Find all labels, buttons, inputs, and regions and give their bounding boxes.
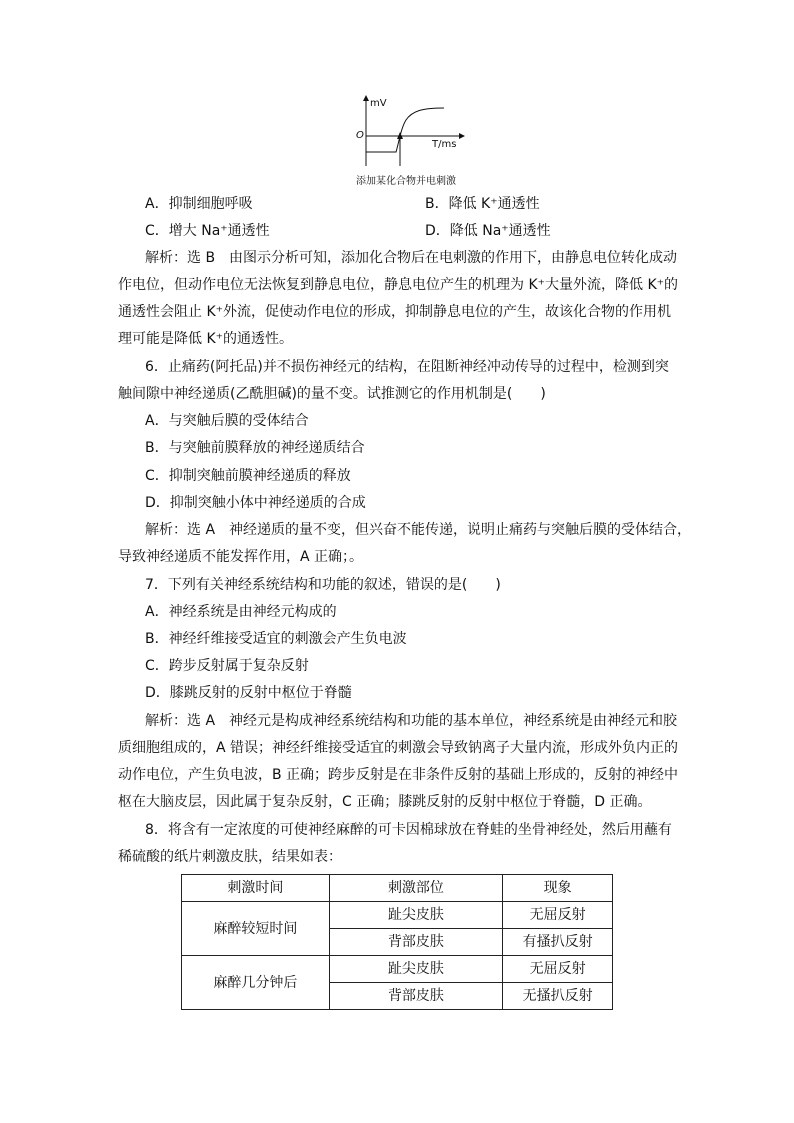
- table-header-row: [182, 875, 613, 902]
- q7-analysis-line: 枢在大脑皮层，因此属于复杂反射，C 正确；膝跳反射的反射中枢位于脊髓，D 正确。: [118, 794, 652, 810]
- table-cell-site: 背部皮肤: [329, 929, 503, 956]
- q8-stem-line: 8．将含有一定浓度的可使神经麻醉的可卡因棉球放在脊蛙的坐骨神经处，然后用蘸有: [145, 822, 672, 838]
- table-cell-site: 趾尖皮肤: [329, 902, 503, 929]
- table-cell-result: 无屈反射: [503, 956, 613, 983]
- table-cell-site: 背部皮肤: [329, 983, 503, 1010]
- q5-analysis-line: 通透性会阻止 K⁺外流，促使动作电位的形成，抑制静息电位的产生，故该化合物的作用机: [118, 304, 672, 320]
- table-header-cell: 刺激时间: [182, 875, 330, 902]
- q8-stem-line: 稀硫酸的纸片刺激皮肤，结果如表：: [118, 849, 342, 865]
- q5-option-d: D．降低 Na⁺通透性: [425, 223, 551, 239]
- table-row: [182, 902, 613, 929]
- table-cell-time: 麻醉几分钟后: [182, 956, 330, 1010]
- table-cell-result: 有搔扒反射: [503, 929, 613, 956]
- x-axis-arrow: [459, 133, 465, 139]
- q7-option-c: C．跨步反射属于复杂反射: [145, 658, 309, 674]
- q5-analysis-line: 解析：选 B 由图示分析可知，添加化合物后在电刺激的作用下，由静息电位转化成动: [145, 250, 678, 266]
- q6-analysis-line: 解析：选 A 神经递质的量不变，但兴奋不能传递，说明止痛药与突触后膜的受体结合，: [145, 522, 692, 538]
- q6-stem-line: 触间隙中神经递质(乙酰胆碱)的量不变。试推测它的作用机制是( ): [118, 386, 546, 402]
- table-header-cell: 现象: [503, 875, 613, 902]
- table-row: [182, 956, 613, 983]
- q6-option-b: B．与突触前膜释放的神经递质结合: [145, 440, 365, 456]
- figure-caption: 添加某化合物并电刺激: [356, 176, 456, 187]
- q6-option-d: D．抑制突触小体中神经递质的合成: [145, 495, 366, 511]
- table-cell-time: 麻醉较短时间: [182, 902, 330, 956]
- q6-analysis-line: 导致神经递质不能发挥作用，A 正确；。: [118, 549, 364, 565]
- q7-option-d: D．膝跳反射的反射中枢位于脊髓: [145, 685, 352, 701]
- q7-analysis-line: 解析：选 A 神经元是构成神经系统结构和功能的基本单位，神经系统是由神经元和胶: [145, 713, 678, 729]
- q5-option-b: B．降低 K⁺通透性: [425, 196, 540, 212]
- q6-stem-line: 6．止痛药(阿托品)并不损伤神经元的结构，在阻断神经冲动传导的过程中，检测到突: [145, 359, 669, 375]
- results-table: [181, 874, 613, 1010]
- table-cell-site: 趾尖皮肤: [329, 956, 503, 983]
- q5-option-c: C．增大 Na⁺通透性: [145, 223, 270, 239]
- q7-stem: 7．下列有关神经系统结构和功能的叙述，错误的是( ): [145, 577, 501, 593]
- q5-analysis-line: 作电位，但动作电位无法恢复到静息电位，静息电位产生的机理为 K⁺大量外流，降低 K⁺的: [118, 277, 679, 293]
- q7-option-b: B．神经纤维接受适宜的刺激会产生负电波: [145, 631, 407, 647]
- y-unit-label: mV: [370, 98, 387, 109]
- table-header-cell: 刺激部位: [329, 875, 503, 902]
- y-axis-arrow: [363, 95, 369, 101]
- q6-option-a: A．与突触后膜的受体结合: [145, 413, 309, 429]
- q7-option-a: A．神经系统是由神经元构成的: [145, 604, 337, 620]
- q5-analysis-line: 理可能是降低 K⁺的通透性。: [118, 331, 294, 347]
- table-cell-result: 无搔扒反射: [503, 983, 613, 1010]
- origin-label: O: [356, 130, 364, 141]
- x-axis-label: T/ms: [432, 139, 457, 150]
- q7-analysis-line: 动作电位，产生负电波，B 正确；跨步反射是在非条件反射的基础上形成的，反射的神经中: [118, 767, 679, 783]
- q5-option-a: A．抑制细胞呼吸: [145, 196, 253, 212]
- table-cell-result: 无屈反射: [503, 902, 613, 929]
- q7-analysis-line: 质细胞组成的，A 错误；神经纤维接受适宜的刺激会导致钠离子大量内流，形成外负内正的: [118, 740, 679, 756]
- q6-option-c: C．抑制突触前膜神经递质的释放: [145, 468, 351, 484]
- membrane-potential-figure: [352, 92, 472, 188]
